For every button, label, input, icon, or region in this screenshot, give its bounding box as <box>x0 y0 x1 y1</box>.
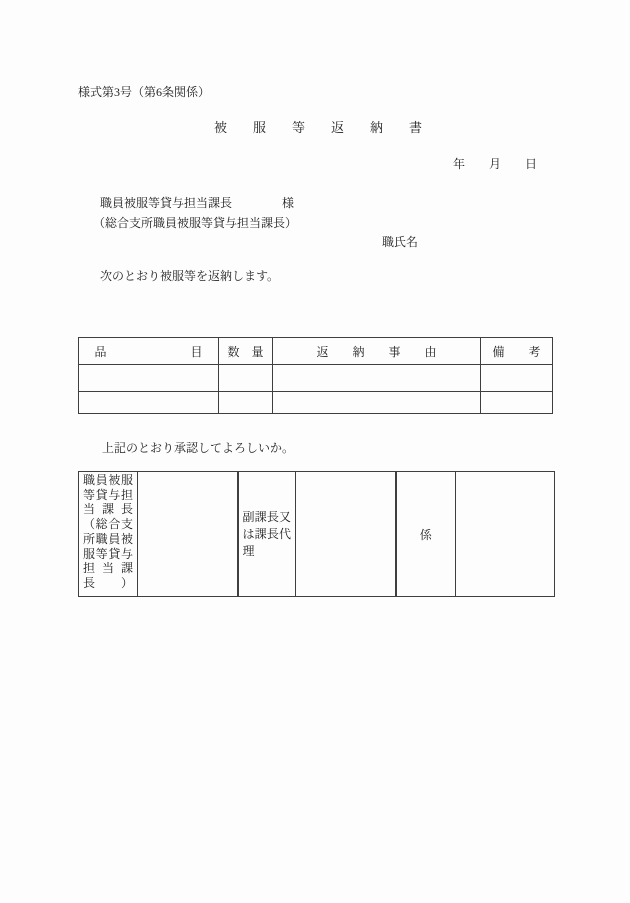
approval-stamp-space-staff <box>456 472 555 597</box>
items-header-remarks: 備 考 <box>481 338 553 365</box>
form-number: 様式第3号（第6条関係） <box>78 85 211 99</box>
page-title: 被 服 等 返 納 書 <box>213 120 422 135</box>
approval-stamp-space-section-chief <box>138 472 238 597</box>
item-quantity-cell <box>219 392 273 414</box>
approval-table-row <box>79 472 555 597</box>
item-reason-cell <box>273 392 481 414</box>
addressee-sub-line: （総合支所職員被服等貸与担当課長） <box>93 216 298 230</box>
addressee-honorific: 様 <box>282 196 295 210</box>
items-table-row <box>79 365 553 392</box>
addressee-line: 職員被服等貸与担当課長 <box>100 196 233 210</box>
item-quantity-cell <box>219 365 273 392</box>
approval-table <box>78 471 555 597</box>
items-table <box>78 337 553 414</box>
item-name-cell <box>79 392 219 414</box>
approval-label-section-chief: 職員被服等貸与担当課長（総合支所職員被服等貸与担当課長） <box>79 472 138 597</box>
item-reason-cell <box>273 365 481 392</box>
approval-stamp-space-deputy-chief <box>296 472 396 597</box>
items-header-reason: 返 納 事 由 <box>273 338 481 365</box>
signer-name-label: 職氏名 <box>382 235 419 249</box>
item-name-cell <box>79 365 219 392</box>
item-remarks-cell <box>481 392 553 414</box>
approval-question: 上記のとおり承認してよろしいか。 <box>102 441 295 455</box>
items-header-quantity: 数 量 <box>219 338 273 365</box>
item-remarks-cell <box>481 365 553 392</box>
items-table-row <box>79 392 553 414</box>
items-header-item: 品 目 <box>79 338 219 365</box>
date-line: 年 月 日 <box>453 157 538 171</box>
approval-label-staff: 係 <box>396 472 456 597</box>
approval-label-deputy-chief: 副課長又は課長代理 <box>238 472 296 597</box>
items-table-header-row <box>79 338 553 365</box>
intro-sentence: 次のとおり被服等を返納します。 <box>100 269 280 283</box>
